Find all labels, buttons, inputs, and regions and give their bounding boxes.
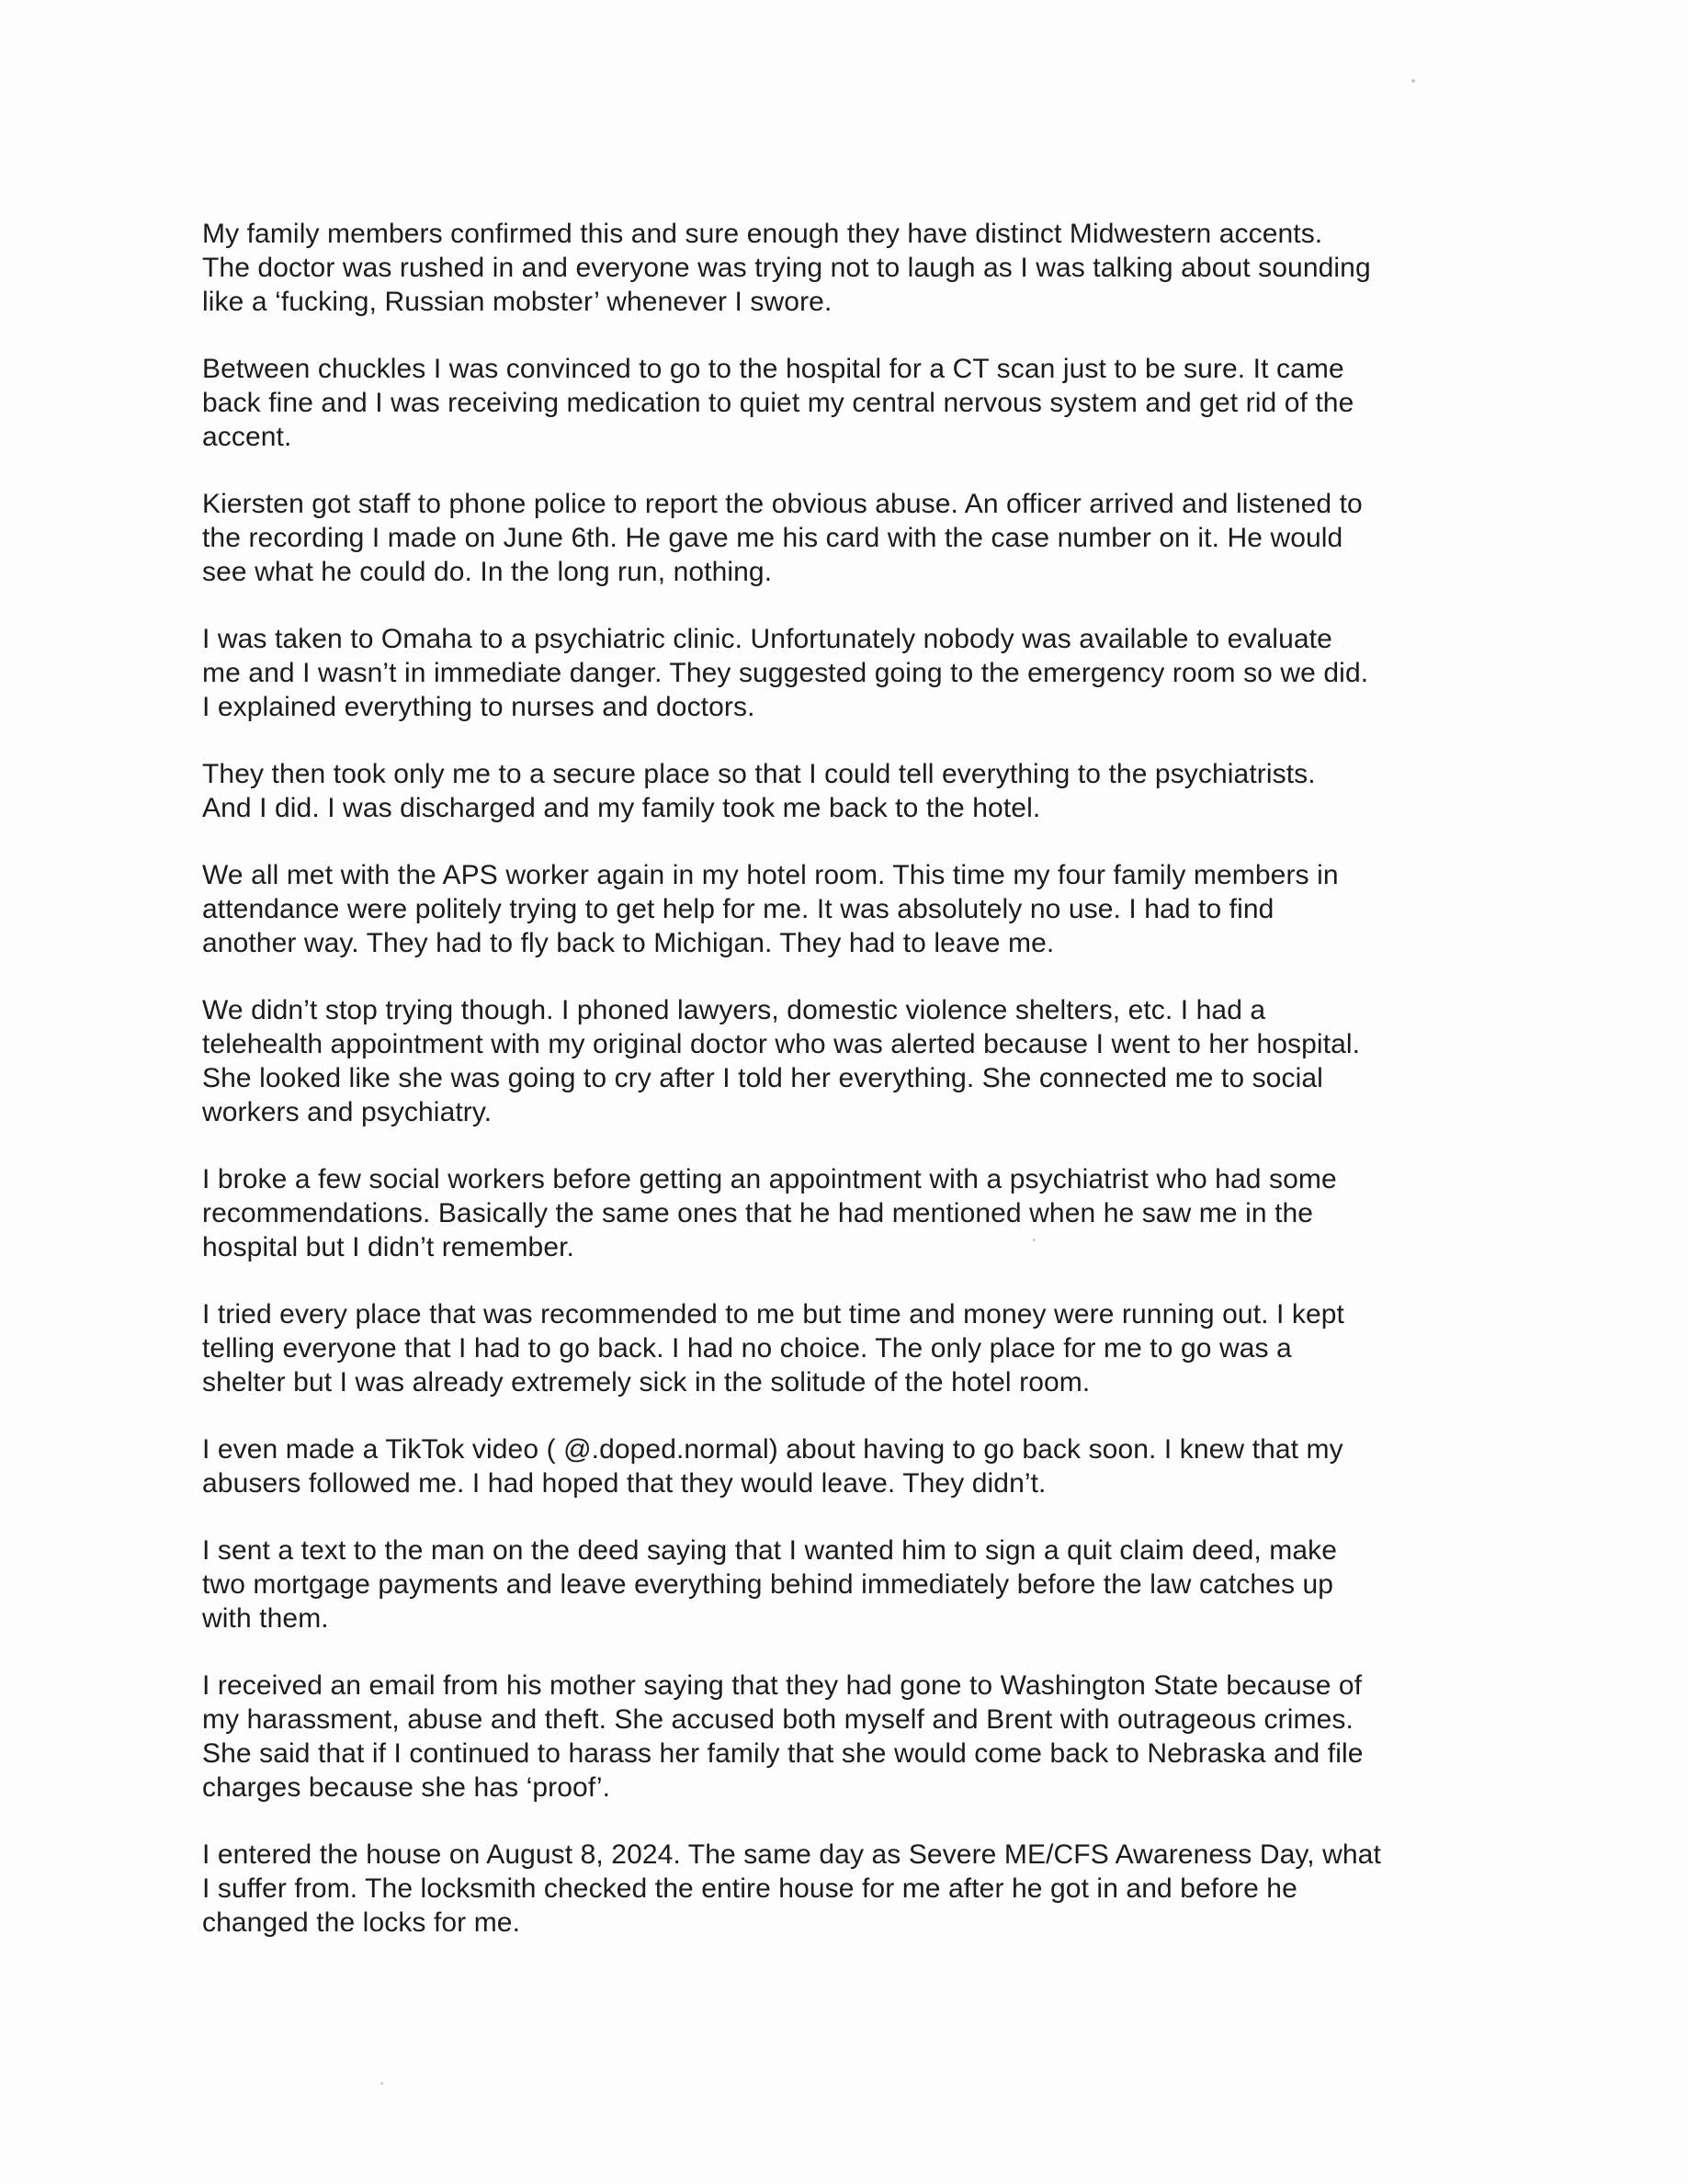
paragraph-line: I even made a TikTok video ( @.doped.normal) about having to go back soon. I knew that my	[202, 1434, 1343, 1465]
paragraph-line: I received an email from his mother saying that they had gone to Washington State because of	[202, 1670, 1363, 1701]
paragraph-line: workers and psychiatry.	[202, 1097, 493, 1127]
paragraph-line: telling everyone that I had to go back. I had no choice. The only place for me to go was a	[202, 1333, 1292, 1364]
scan-speck	[380, 2082, 383, 2085]
paragraph	[202, 1432, 1525, 1500]
paragraph-line: And I did. I was discharged and my family took me back to the hotel.	[202, 793, 1041, 823]
paragraph-line: accent.	[202, 422, 292, 452]
paragraph-line: They then took only me to a secure place so that I could tell everything to the psychiatrists.	[202, 759, 1316, 789]
paragraph	[202, 487, 1525, 589]
paragraph-line: I entered the house on August 8, 2024. The same day as Severe ME/CFS Awareness Day, what	[202, 1839, 1381, 1870]
paragraph-line: another way. They had to fly back to Michigan. They had to leave me.	[202, 928, 1055, 958]
document-body	[202, 217, 1525, 1973]
paragraph-line: I suffer from. The locksmith checked the entire house for me after he got in and before he	[202, 1873, 1297, 1904]
paragraph	[202, 993, 1525, 1129]
paragraph-line: My family members confirmed this and sure enough they have distinct Midwestern accents.	[202, 219, 1323, 249]
paragraph	[202, 622, 1525, 724]
paragraph	[202, 1533, 1525, 1635]
paragraph-line: charges because she has ‘proof’.	[202, 1772, 611, 1803]
paragraph	[202, 217, 1525, 319]
paragraph-line: recommendations. Basically the same ones that he had mentioned when he saw me in the	[202, 1198, 1314, 1228]
paragraph	[202, 1669, 1525, 1805]
paragraph-line: We all met with the APS worker again in my hotel room. This time my four family members in	[202, 860, 1339, 890]
paragraph-line: I was taken to Omaha to a psychiatric clinic. Unfortunately nobody was available to evaluate	[202, 624, 1332, 654]
paragraph-line: hospital but I didn’t remember.	[202, 1232, 574, 1262]
paragraph-line: with them.	[202, 1603, 329, 1634]
paragraph-line: two mortgage payments and leave everything behind immediately before the law catches up	[202, 1569, 1334, 1600]
paragraph-line: the recording I made on June 6th. He gave me his card with the case number on it. He would	[202, 523, 1343, 553]
paragraph-line: I tried every place that was recommended to me but time and money were running out. I kept	[202, 1299, 1344, 1330]
paragraph	[202, 1838, 1525, 1940]
paragraph	[202, 757, 1525, 825]
paragraph-line: She looked like she was going to cry after I told her everything. She connected me to social	[202, 1063, 1323, 1093]
paragraph-line: She said that if I continued to harass her family that she would come back to Nebraska and file	[202, 1738, 1364, 1769]
paragraph-line: me and I wasn’t in immediate danger. They suggested going to the emergency room so we did.	[202, 658, 1369, 688]
paragraph	[202, 1162, 1525, 1264]
paragraph-line: shelter but I was already extremely sick in the solitude of the hotel room.	[202, 1367, 1091, 1398]
paragraph-line: attendance were politely trying to get help for me. It was absolutely no use. I had to find	[202, 894, 1274, 924]
scan-speck	[1411, 79, 1415, 83]
paragraph-line: The doctor was rushed in and everyone was trying not to laugh as I was talking about sounding	[202, 253, 1371, 283]
paragraph-line: Kiersten got staff to phone police to report the obvious abuse. An officer arrived and listened to	[202, 489, 1363, 519]
paragraph-line: my harassment, abuse and theft. She accused both myself and Brent with outrageous crimes.	[202, 1704, 1354, 1735]
paragraph-line: abusers followed me. I had hoped that they would leave. They didn’t.	[202, 1468, 1047, 1499]
paragraph	[202, 352, 1525, 454]
paragraph-line: We didn’t stop trying though. I phoned lawyers, domestic violence shelters, etc. I had a	[202, 995, 1266, 1025]
paragraph-line: see what he could do. In the long run, nothing.	[202, 557, 773, 587]
paragraph-line: I broke a few social workers before getting an appointment with a psychiatrist who had some	[202, 1164, 1337, 1194]
paragraph-line: like a ‘fucking, Russian mobster’ whenever I swore.	[202, 287, 833, 317]
paragraph-line: I explained everything to nurses and doctors.	[202, 692, 755, 722]
paragraph-line: changed the locks for me.	[202, 1907, 521, 1938]
paragraph	[202, 858, 1525, 960]
paragraph-line: back fine and I was receiving medication to quiet my central nervous system and get rid of the	[202, 388, 1354, 418]
paragraph-line: I sent a text to the man on the deed saying that I wanted him to sign a quit claim deed, make	[202, 1535, 1338, 1566]
paragraph	[202, 1297, 1525, 1399]
paragraph-line: telehealth appointment with my original doctor who was alerted because I went to her hospital.	[202, 1029, 1361, 1059]
paragraph-line: Between chuckles I was convinced to go to the hospital for a CT scan just to be sure. It came	[202, 354, 1344, 384]
